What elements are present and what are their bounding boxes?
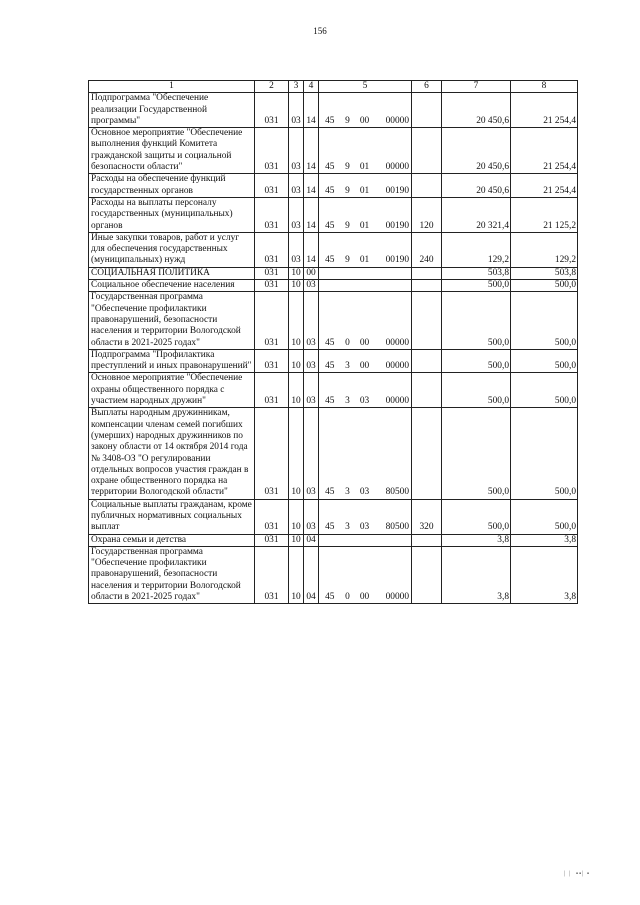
row-expense-type: 120	[412, 197, 442, 232]
row-amount-year-1: 500,0	[442, 408, 511, 499]
row-target-article-subprogram	[341, 534, 355, 546]
row-amount-year-1: 129,2	[442, 232, 511, 267]
row-expense-type	[412, 292, 442, 349]
header-col-3: 3	[289, 81, 304, 93]
table-row-13	[89, 534, 578, 546]
row-ministry-code: 031	[255, 546, 289, 603]
row-section-code: 03	[289, 128, 304, 174]
row-expense-type	[412, 373, 442, 408]
row-target-article-direction	[375, 267, 412, 279]
row-target-article-subprogram: 9	[341, 174, 355, 198]
row-target-article-program	[319, 280, 341, 292]
row-name: Государственная программа "Обеспечение профилактики правонарушений, безопасности населения и территории Вологодской области в 2021-2025 годах"	[89, 292, 255, 349]
row-ministry-code: 031	[255, 534, 289, 546]
row-amount-year-1: 20 321,4	[442, 197, 511, 232]
table-row-8	[89, 292, 578, 349]
row-target-article-direction: 00190	[375, 197, 412, 232]
row-target-article-program: 45	[319, 93, 341, 128]
row-name: Расходы на обеспечение функций государственных органов	[89, 174, 255, 198]
row-target-article-direction: 00000	[375, 349, 412, 373]
row-target-article-event	[355, 267, 375, 279]
row-target-article-event: 00	[355, 349, 375, 373]
row-target-article-subprogram: 3	[341, 373, 355, 408]
row-target-article-event: 03	[355, 373, 375, 408]
row-ministry-code: 031	[255, 93, 289, 128]
row-section-code: 10	[289, 534, 304, 546]
scan-footer-mark: | | ▪▪| ▪	[564, 871, 590, 877]
row-section-code: 10	[289, 373, 304, 408]
row-name: Основное мероприятие "Обеспечение выполнения функций Комитета гражданской защиты и социальной безопасности области"	[89, 128, 255, 174]
row-target-article-subprogram: 0	[341, 546, 355, 603]
row-amount-year-2: 21 254,4	[511, 174, 578, 198]
header-col-7: 7	[442, 81, 511, 93]
row-section-code: 03	[289, 197, 304, 232]
row-name: Подпрограмма "Обеспечение реализации Государственной программы"	[89, 93, 255, 128]
row-target-article-subprogram: 9	[341, 93, 355, 128]
row-subsection-code: 14	[304, 128, 319, 174]
row-name: Государственная программа "Обеспечение профилактики правонарушений, безопасности населения и территории Вологодской области в 2021-2025 годах"	[89, 546, 255, 603]
row-subsection-code: 00	[304, 267, 319, 279]
row-target-article-event: 03	[355, 408, 375, 499]
row-amount-year-1: 3,8	[442, 546, 511, 603]
row-target-article-direction: 00190	[375, 232, 412, 267]
row-ministry-code: 031	[255, 174, 289, 198]
row-ministry-code: 031	[255, 373, 289, 408]
row-amount-year-1: 500,0	[442, 499, 511, 534]
row-amount-year-1: 503,8	[442, 267, 511, 279]
row-target-article-program: 45	[319, 499, 341, 534]
row-expense-type	[412, 280, 442, 292]
row-name: Подпрограмма "Профилактика преступлений и иных правонарушений"	[89, 349, 255, 373]
row-target-article-subprogram: 3	[341, 408, 355, 499]
row-name: Иные закупки товаров, работ и услуг для обеспечения государственных (муниципальных) нужд	[89, 232, 255, 267]
row-name: Расходы на выплаты персоналу государственных (муниципальных) органов	[89, 197, 255, 232]
row-target-article-subprogram: 9	[341, 232, 355, 267]
row-target-article-subprogram	[341, 280, 355, 292]
row-target-article-direction: 00000	[375, 373, 412, 408]
row-target-article-direction	[375, 534, 412, 546]
row-expense-type	[412, 408, 442, 499]
row-section-code: 03	[289, 174, 304, 198]
row-target-article-program: 45	[319, 349, 341, 373]
row-amount-year-2: 21 254,4	[511, 128, 578, 174]
row-amount-year-2: 3,8	[511, 546, 578, 603]
row-amount-year-1: 500,0	[442, 373, 511, 408]
row-expense-type	[412, 546, 442, 603]
row-target-article-program: 45	[319, 174, 341, 198]
row-subsection-code: 03	[304, 373, 319, 408]
row-section-code: 10	[289, 499, 304, 534]
header-col-4: 4	[304, 81, 319, 93]
row-target-article-event: 00	[355, 93, 375, 128]
table-row-6	[89, 267, 578, 279]
row-amount-year-1: 500,0	[442, 292, 511, 349]
row-subsection-code: 04	[304, 546, 319, 603]
header-col-6: 6	[412, 81, 442, 93]
header-row	[89, 81, 578, 93]
row-ministry-code: 031	[255, 267, 289, 279]
row-name: Основное мероприятие "Обеспечение охраны общественного порядка с участием народных дружин"	[89, 373, 255, 408]
row-amount-year-1: 500,0	[442, 349, 511, 373]
row-section-code: 10	[289, 546, 304, 603]
row-target-article-direction	[375, 280, 412, 292]
row-amount-year-2: 3,8	[511, 534, 578, 546]
row-target-article-direction: 80500	[375, 499, 412, 534]
row-target-article-subprogram	[341, 267, 355, 279]
row-amount-year-2: 500,0	[511, 280, 578, 292]
row-ministry-code: 031	[255, 499, 289, 534]
row-amount-year-2: 500,0	[511, 408, 578, 499]
row-ministry-code: 031	[255, 128, 289, 174]
row-target-article-event: 00	[355, 546, 375, 603]
table-row-14	[89, 546, 578, 603]
row-amount-year-1: 20 450,6	[442, 93, 511, 128]
row-target-article-subprogram: 0	[341, 292, 355, 349]
row-name: Социальное обеспечение населения	[89, 280, 255, 292]
row-ministry-code: 031	[255, 197, 289, 232]
row-name: СОЦИАЛЬНАЯ ПОЛИТИКА	[89, 267, 255, 279]
row-subsection-code: 03	[304, 280, 319, 292]
row-amount-year-2: 503,8	[511, 267, 578, 279]
row-expense-type: 320	[412, 499, 442, 534]
row-ministry-code: 031	[255, 232, 289, 267]
row-amount-year-1: 20 450,6	[442, 128, 511, 174]
row-section-code: 10	[289, 292, 304, 349]
row-subsection-code: 04	[304, 534, 319, 546]
row-subsection-code: 03	[304, 349, 319, 373]
row-expense-type	[412, 93, 442, 128]
row-target-article-event: 01	[355, 197, 375, 232]
row-amount-year-1: 3,8	[442, 534, 511, 546]
row-target-article-direction: 00190	[375, 174, 412, 198]
row-amount-year-1: 500,0	[442, 280, 511, 292]
row-subsection-code: 03	[304, 499, 319, 534]
table-body	[89, 93, 578, 604]
row-expense-type	[412, 349, 442, 373]
row-expense-type: 240	[412, 232, 442, 267]
row-expense-type	[412, 174, 442, 198]
budget-table	[88, 80, 578, 604]
table-row-12	[89, 499, 578, 534]
table-row-11	[89, 408, 578, 499]
table-row-2	[89, 128, 578, 174]
row-target-article-direction: 00000	[375, 93, 412, 128]
row-ministry-code: 031	[255, 408, 289, 499]
row-section-code: 10	[289, 408, 304, 499]
row-target-article-event: 03	[355, 499, 375, 534]
row-subsection-code: 03	[304, 408, 319, 499]
row-amount-year-2: 129,2	[511, 232, 578, 267]
row-target-article-program: 45	[319, 546, 341, 603]
row-amount-year-2: 500,0	[511, 499, 578, 534]
row-target-article-event: 01	[355, 174, 375, 198]
row-ministry-code: 031	[255, 292, 289, 349]
row-target-article-direction: 00000	[375, 292, 412, 349]
row-target-article-subprogram: 3	[341, 349, 355, 373]
row-target-article-program	[319, 267, 341, 279]
row-expense-type	[412, 267, 442, 279]
page-number: 156	[313, 26, 327, 36]
row-target-article-event: 01	[355, 128, 375, 174]
row-target-article-subprogram: 9	[341, 128, 355, 174]
row-target-article-direction: 00000	[375, 128, 412, 174]
row-ministry-code: 031	[255, 280, 289, 292]
row-section-code: 10	[289, 349, 304, 373]
row-target-article-event: 00	[355, 292, 375, 349]
row-ministry-code: 031	[255, 349, 289, 373]
row-target-article-program: 45	[319, 292, 341, 349]
row-target-article-event	[355, 534, 375, 546]
row-subsection-code: 14	[304, 232, 319, 267]
row-section-code: 10	[289, 280, 304, 292]
table-row-1	[89, 93, 578, 128]
row-name: Социальные выплаты гражданам, кроме публичных нормативных социальных выплат	[89, 499, 255, 534]
table-row-3	[89, 174, 578, 198]
header-col-5: 5	[319, 81, 412, 93]
table-row-9	[89, 349, 578, 373]
row-target-article-program: 45	[319, 408, 341, 499]
row-target-article-event: 01	[355, 232, 375, 267]
header-col-1: 1	[89, 81, 255, 93]
row-target-article-program: 45	[319, 197, 341, 232]
row-target-article-direction: 00000	[375, 546, 412, 603]
table-row-5	[89, 232, 578, 267]
table-row-10	[89, 373, 578, 408]
row-target-article-direction: 80500	[375, 408, 412, 499]
table-row-7	[89, 280, 578, 292]
row-name: Охрана семьи и детства	[89, 534, 255, 546]
row-section-code: 03	[289, 93, 304, 128]
row-target-article-subprogram: 3	[341, 499, 355, 534]
row-subsection-code: 03	[304, 292, 319, 349]
header-col-8: 8	[511, 81, 578, 93]
row-target-article-program: 45	[319, 128, 341, 174]
row-target-article-program	[319, 534, 341, 546]
row-target-article-subprogram: 9	[341, 197, 355, 232]
row-expense-type	[412, 534, 442, 546]
row-target-article-program: 45	[319, 373, 341, 408]
row-amount-year-2: 500,0	[511, 349, 578, 373]
table-row-4	[89, 197, 578, 232]
row-target-article-program: 45	[319, 232, 341, 267]
row-section-code: 10	[289, 267, 304, 279]
row-amount-year-2: 21 125,2	[511, 197, 578, 232]
row-amount-year-2: 500,0	[511, 292, 578, 349]
row-subsection-code: 14	[304, 174, 319, 198]
row-amount-year-1: 20 450,6	[442, 174, 511, 198]
row-subsection-code: 14	[304, 197, 319, 232]
header-col-2: 2	[255, 81, 289, 93]
row-section-code: 03	[289, 232, 304, 267]
row-name: Выплаты народным дружинникам, компенсации членам семей погибших (умерших) народных дружинников по закону области от 14 октября 2014 года № 3408-ОЗ "О регулировании отдельных вопросов участия граждан в охране общественного порядка на территории Вологодской области"	[89, 408, 255, 499]
row-subsection-code: 14	[304, 93, 319, 128]
row-amount-year-2: 21 254,4	[511, 93, 578, 128]
row-target-article-event	[355, 280, 375, 292]
row-amount-year-2: 500,0	[511, 373, 578, 408]
row-expense-type	[412, 128, 442, 174]
